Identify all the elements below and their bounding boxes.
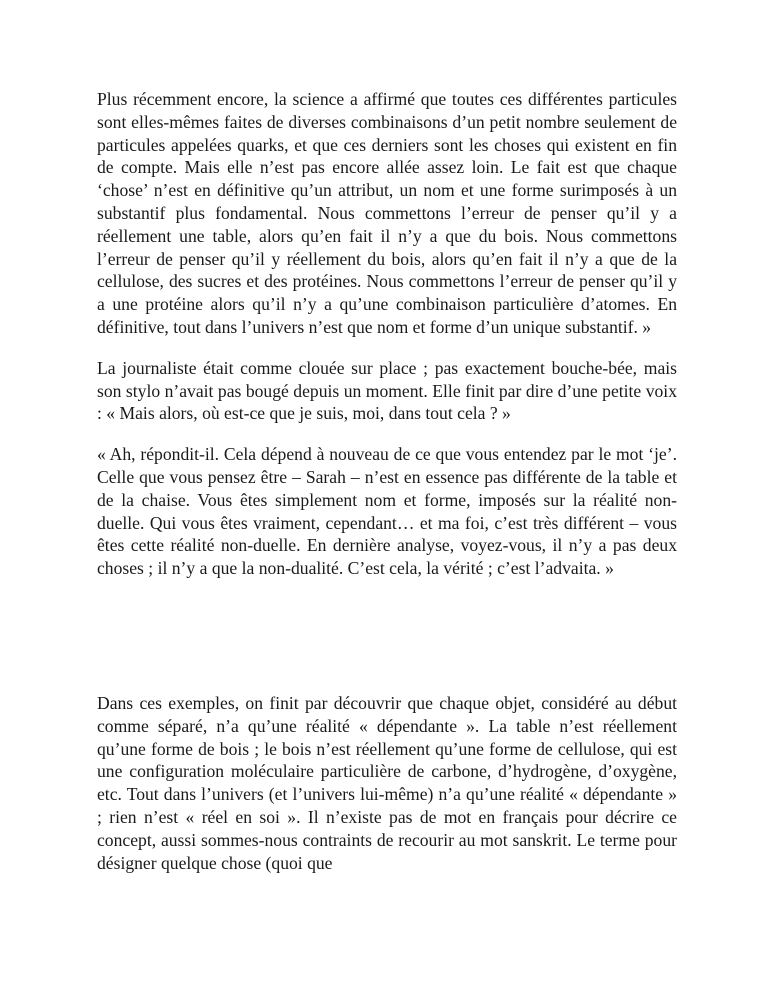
paragraph-journalist: La journaliste était comme clouée sur place ; pas exactement bouche-bée, mais son stylo n’avait pas bougé depuis un moment. Elle finit par dire d’une petite voix : « Mais alors, où est-ce que je suis, moi, dans tout cela ? » xyxy=(97,357,677,424)
paragraph-reply: « Ah, répondit-il. Cela dépend à nouveau de ce que vous entendez par le mot ‘je’. Celle que vous pensez être – Sarah – n’est en essence pas différente de la table et de la chaise. Vous êtes simplement nom et forme, imposés sur la réalité non-duelle. Qui vous êtes vraiment, cependant… et ma foi, c’est très différent – vous êtes cette réalité non-duelle. En dernière analyse, voyez-vous, il n’y a pas deux choses ; il n’y a que la non-dualité. C’est cela, la vérité ; c’est l’advaita. » xyxy=(97,444,677,579)
section-gap xyxy=(97,580,677,692)
paragraph-quarks: Plus récemment encore, la science a affirmé que toutes ces différentes particules sont elles-mêmes faites de diverses combinaisons d’un petit nombre seulement de particules appelées quarks, et que ces derniers sont les choses qui existent en fin de compte. Mais elle n’est pas encore allée assez loin. Le fait est que chaque ‘chose’ n’est en définitive qu’un attribut, un nom et une forme surimposés à un substantif plus fondamental. Nous commettons l’erreur de penser qu’il y a réellement une table, alors qu’en fait il n’y a que du bois. Nous commettons l’erreur de penser qu’il y réellement du bois, alors qu’en fait il n’y a que de la cellulose, des sucres et des protéines. Nous commettons l’erreur de penser qu’il y a une protéine alors qu’il n’y a qu’une combinaison particulière d’atomes. En définitive, tout dans l’univers n’est que nom et forme d’un unique substantif. » xyxy=(97,89,677,337)
paragraph-examples: Dans ces exemples, on finit par découvrir que chaque objet, considéré au début comme séparé, n’a qu’une réalité « dépendante ». La table n’est réellement qu’une forme de bois ; le bois n’est réellement qu’une forme de cellulose, qui est une configuration moléculaire particulière de carbone, d’hydrogène, d’oxygène, etc. Tout dans l’univers (et l’univers lui-même) n’a qu’une réalité « dépendante » ; rien n’est « réel en soi ». Il n’existe pas de mot en français pour décrire ce concept, aussi sommes-nous contraints de recourir au mot sanskrit. Le terme pour désigner quelque chose (quoi que xyxy=(97,692,677,873)
document-page xyxy=(97,88,677,874)
